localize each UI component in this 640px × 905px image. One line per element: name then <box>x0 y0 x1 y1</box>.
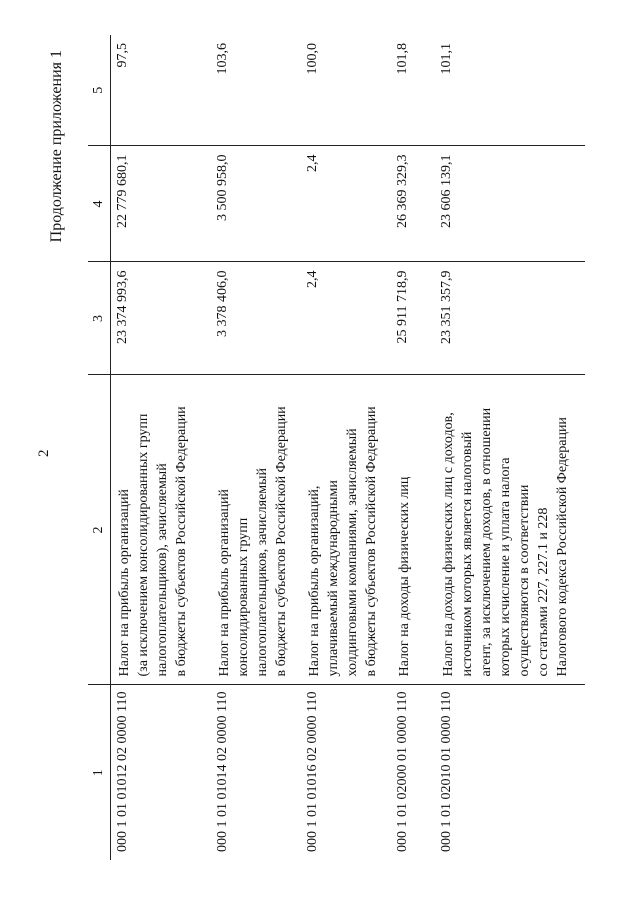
row-name-line: в бюджеты субъектов Российской Федерации <box>363 406 379 677</box>
row-name-line: источником которых является налоговый <box>459 431 475 677</box>
row-name <box>391 375 435 685</box>
row-name-line: (за исключением консолидированных групп <box>136 413 151 677</box>
row-name <box>111 375 211 685</box>
row-col5: 101,1 <box>435 35 585 146</box>
row-name-line: Налог на прибыль организаций <box>117 489 132 677</box>
page-number: 2 <box>36 449 52 457</box>
column-header-5: 5 <box>88 35 111 146</box>
row-name-line: Налог на прибыль организаций, <box>306 485 322 677</box>
row-col4: 22 779 680,1 <box>111 146 211 262</box>
column-header-2: 2 <box>88 375 111 685</box>
row-code: 000 1 01 01016 02 0000 110 <box>304 691 320 852</box>
row-col5: 97,5 <box>111 35 211 146</box>
row-col4: 23 606 139,1 <box>435 146 585 262</box>
table-row <box>435 35 585 860</box>
table-row <box>301 35 391 860</box>
row-name-line: уплачиваемый международными <box>325 480 341 677</box>
continuation-label: Продолжение приложения 1 <box>48 50 65 243</box>
revenue-table <box>88 35 585 860</box>
row-name-line: Налог на прибыль организаций <box>216 489 232 677</box>
row-col3: 25 911 718,9 <box>391 262 435 375</box>
table-row <box>391 35 435 860</box>
row-code: 000 1 01 01012 02 0000 110 <box>115 691 130 852</box>
row-name-line: которых исчисление и уплата налога <box>497 457 513 677</box>
row-name-line: со статьями 227, 227.1 и 228 <box>535 507 551 677</box>
row-name <box>301 375 391 685</box>
row-col3: 3 378 406,0 <box>211 262 301 375</box>
row-col4: 2,4 <box>301 146 391 262</box>
row-name <box>435 375 585 685</box>
row-col3: 23 374 993,6 <box>111 262 211 375</box>
row-code: 000 1 01 02010 01 0000 110 <box>438 691 454 852</box>
row-name-line: Налогового кодекса Российской Федерации <box>554 417 570 677</box>
row-name-line: налогоплательщиков), зачисляемый <box>155 463 170 677</box>
row-name-line: консолидированных групп <box>235 517 251 677</box>
row-name-line: осуществляются в соответствии <box>516 484 532 677</box>
column-header-4: 4 <box>88 146 111 262</box>
row-col3: 2,4 <box>301 262 391 375</box>
row-col4: 3 500 958,0 <box>211 146 301 262</box>
row-name-line: Налог на доходы физических лиц <box>396 476 412 677</box>
row-col5: 100,0 <box>301 35 391 146</box>
row-code: 000 1 01 01014 02 0000 110 <box>214 691 230 852</box>
row-code: 000 1 01 02000 01 0000 110 <box>394 691 410 852</box>
table-header-row <box>88 35 111 860</box>
row-col5: 101,8 <box>391 35 435 146</box>
row-name-line: Налог на доходы физических лиц с доходов, <box>440 412 456 677</box>
row-name-line: налогоплательщиков, зачисляемый <box>254 467 270 677</box>
row-name-line: в бюджеты субъектов Российской Федерации <box>174 406 189 677</box>
table-body <box>111 35 585 860</box>
row-name-line: в бюджеты субъектов Российской Федерации <box>273 406 289 677</box>
row-name <box>211 375 301 685</box>
row-col3: 23 351 357,9 <box>435 262 585 375</box>
table-row <box>111 35 211 860</box>
row-col5: 103,6 <box>211 35 301 146</box>
column-header-3: 3 <box>88 262 111 375</box>
row-name-line: холдинговыми компаниями, зачисляемый <box>344 428 360 677</box>
row-col4: 26 369 329,3 <box>391 146 435 262</box>
row-name-line: агент, за исключением доходов, в отношении <box>478 407 494 677</box>
table-row <box>211 35 301 860</box>
column-header-1: 1 <box>88 685 111 860</box>
